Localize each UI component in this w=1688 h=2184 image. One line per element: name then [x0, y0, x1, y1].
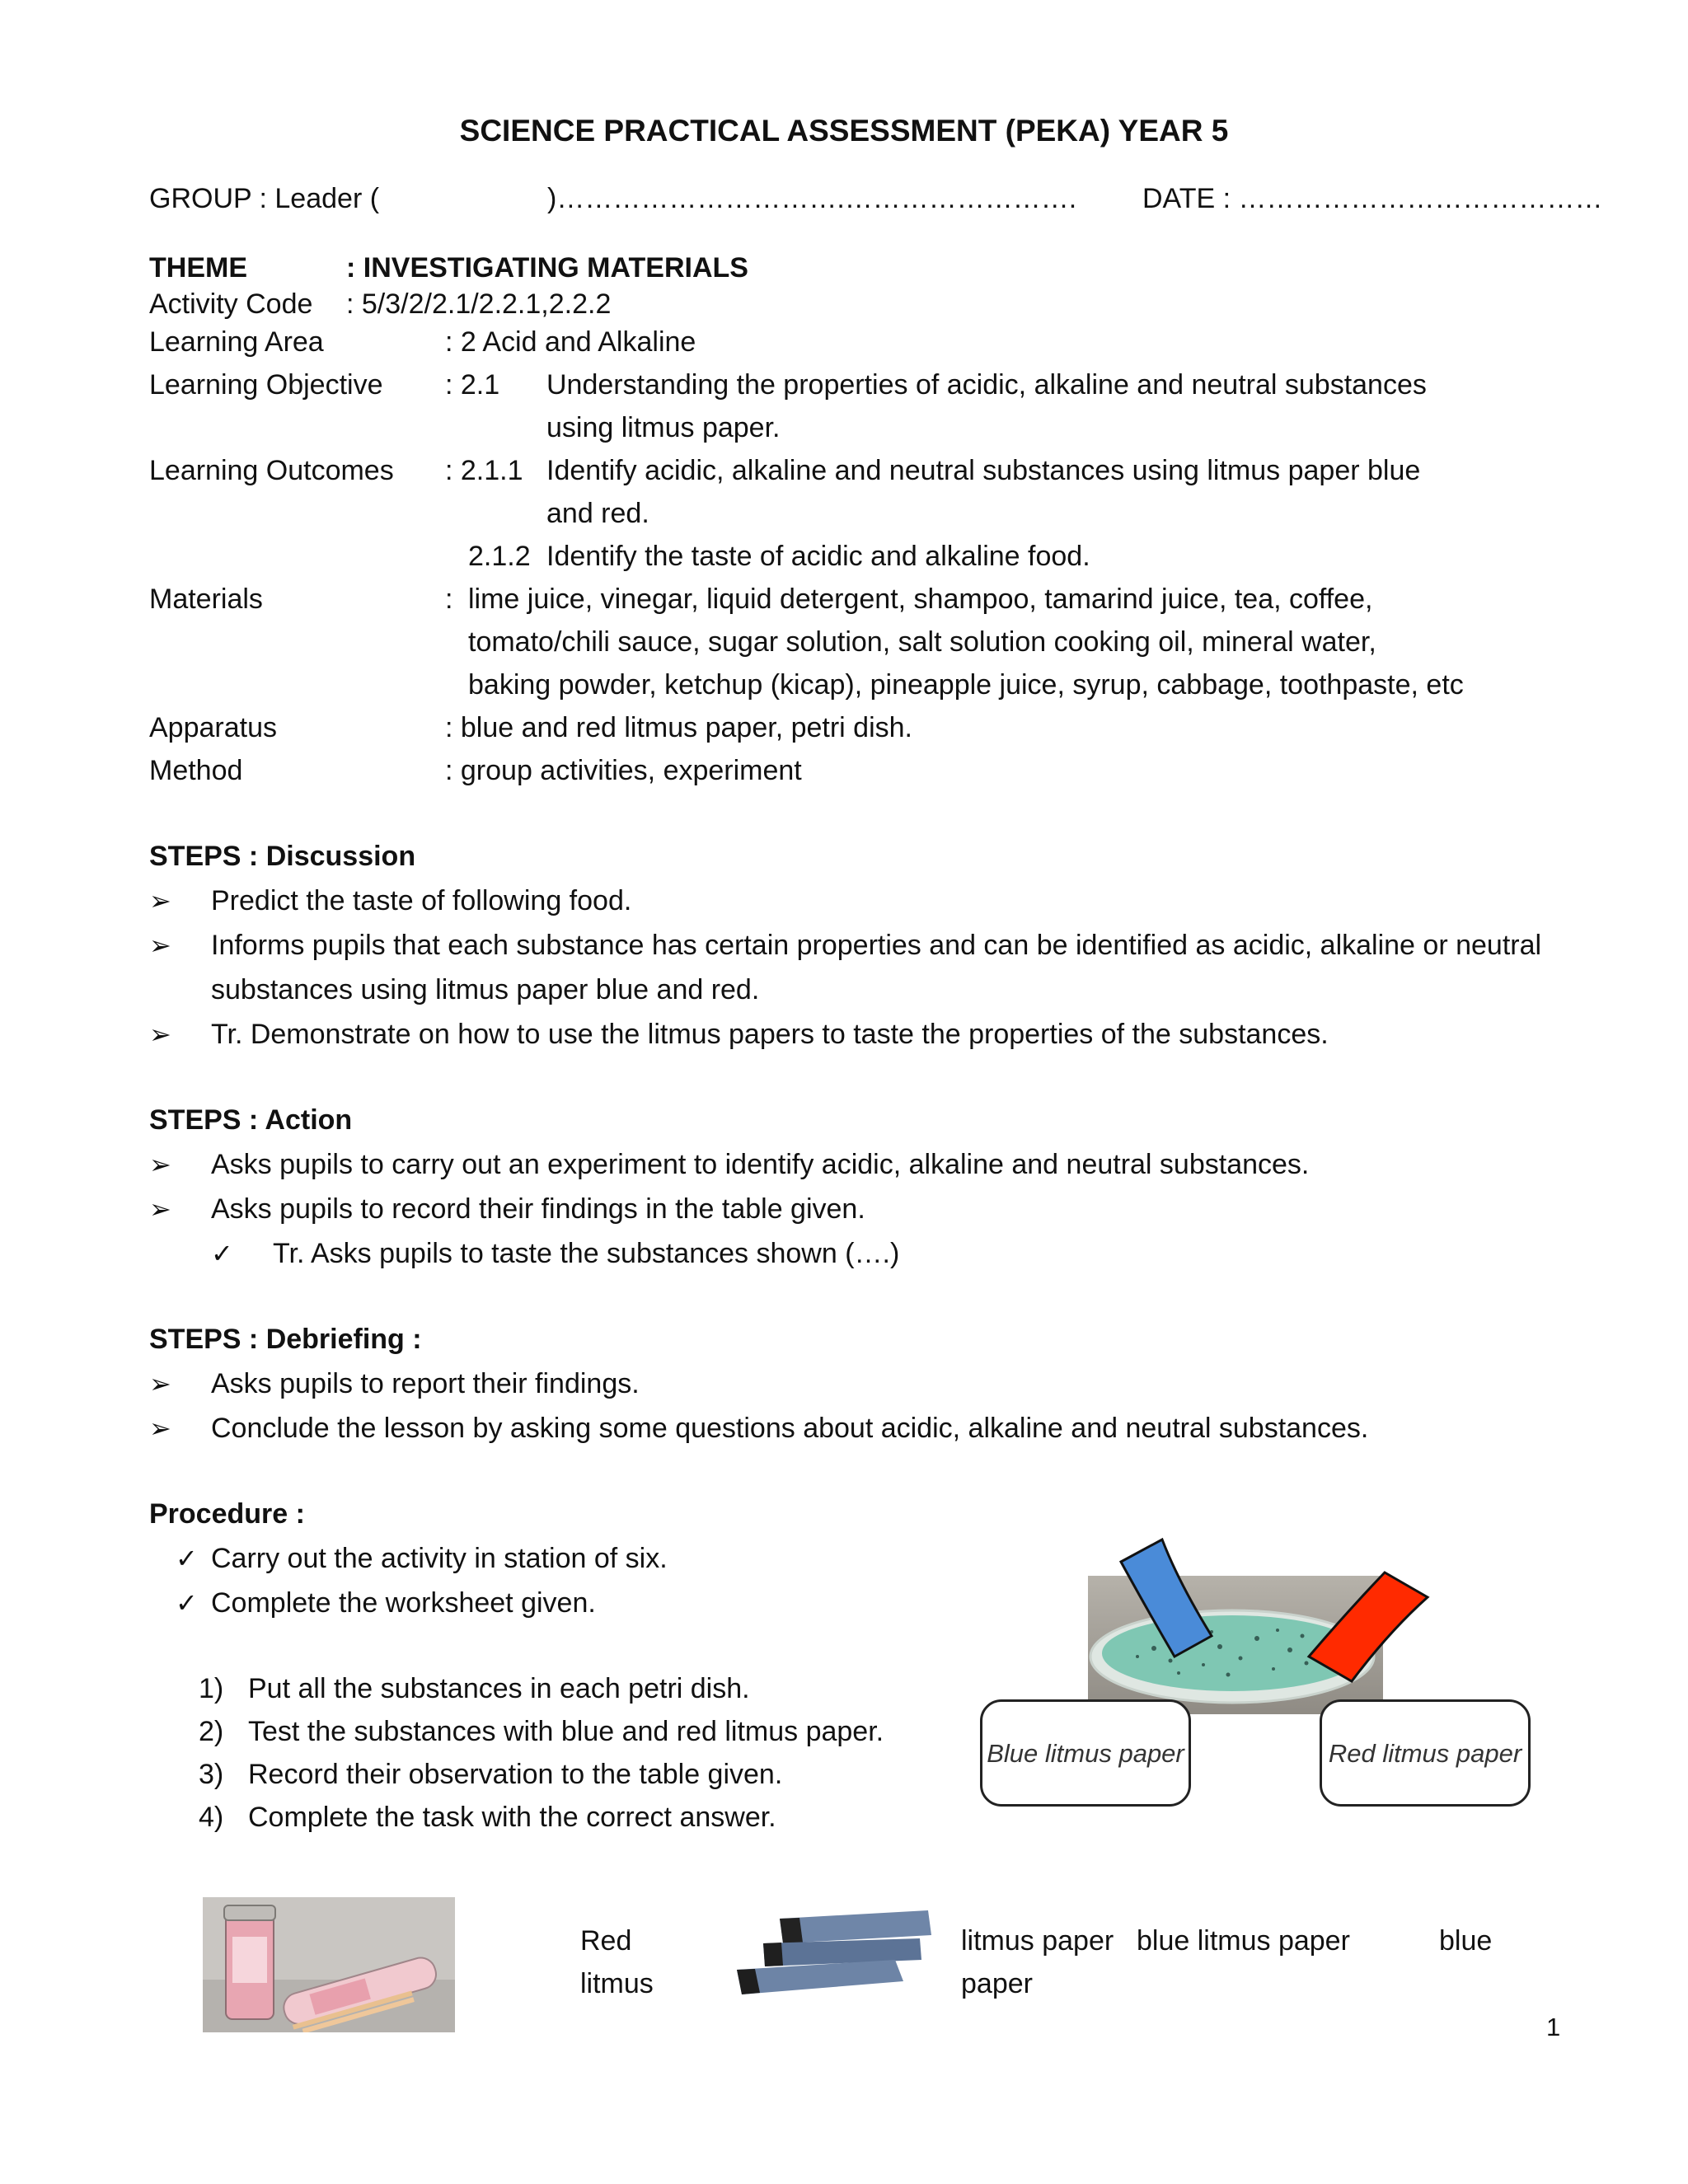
procedure-step-number: 1) [199, 1673, 224, 1704]
arrow-bullet-icon: ➢ [149, 1019, 171, 1049]
blue-litmus-callout [980, 1699, 1191, 1807]
action-sub-bullet-1: Tr. Asks pupils to taste the substances shown (….) [273, 1238, 900, 1269]
learning-objective-text-cont: using litmus paper. [546, 412, 781, 443]
red-litmus-callout-text: Red litmus paper [1328, 1738, 1522, 1768]
discussion-bullet-1: Predict the taste of following food. [211, 885, 632, 916]
theme-value: : INVESTIGATING MATERIALS [346, 252, 748, 284]
date-field: DATE : ………………………………… [1142, 183, 1603, 214]
tick-icon: ✓ [176, 1588, 198, 1618]
litmus-strip [763, 1938, 921, 1966]
procedure-step-number: 3) [199, 1759, 224, 1790]
blue-litmus-strips-image [730, 1902, 933, 1999]
procedure-step-number: 2) [199, 1716, 224, 1747]
arrow-bullet-icon: ➢ [149, 886, 171, 916]
procedure-step-text: Put all the substances in each petri dish. [248, 1673, 750, 1704]
discussion-bullet-2: Informs pupils that each substance has certain properties and can be identified as acidic, alkaline or neutral [211, 930, 1542, 961]
procedure-step-text: Complete the task with the correct answer. [248, 1802, 776, 1833]
page-title: SCIENCE PRACTICAL ASSESSMENT (PEKA) YEAR 5 [459, 114, 1229, 148]
discussion-bullet-3: Tr. Demonstrate on how to use the litmus papers to taste the properties of the substances. [211, 1019, 1329, 1050]
page-number: 1 [1546, 2013, 1561, 2041]
action-bullet-1: Asks pupils to carry out an experiment to identify acidic, alkaline and neutral substances. [211, 1149, 1310, 1180]
litmus-paper-caption: litmus paper [961, 1925, 1114, 1957]
vial-cap [224, 1905, 275, 1920]
activity-code-value: : 5/3/2/2.1/2.2.1,2.2.2 [346, 288, 612, 320]
arrow-bullet-icon: ➢ [149, 1194, 171, 1224]
procedure-heading: Procedure : [149, 1498, 305, 1530]
debriefing-bullet-2: Conclude the lesson by asking some questions about acidic, alkaline and neutral substances. [211, 1413, 1369, 1444]
outcome-1-text-cont: and red. [546, 498, 649, 529]
apparatus-label: Apparatus [149, 712, 277, 743]
procedure-step-number: 4) [199, 1802, 224, 1833]
learning-area-value: : 2 Acid and Alkaline [445, 326, 696, 358]
procedure-tick-1: Carry out the activity in station of six. [211, 1543, 668, 1574]
blue-litmus-callout-text: Blue litmus paper [987, 1738, 1184, 1768]
outcome-2-number: 2.1.2 [468, 541, 531, 572]
materials-line-2: tomato/chili sauce, sugar solution, salt solution cooking oil, mineral water, [468, 626, 1376, 658]
learning-objective-label: Learning Objective [149, 369, 383, 401]
apparatus-value: : blue and red litmus paper, petri dish. [445, 712, 912, 743]
debriefing-heading: STEPS : Debriefing : [149, 1324, 422, 1355]
litmus-strip [737, 1960, 903, 1994]
procedure-step-text: Test the substances with blue and red litmus paper. [248, 1716, 884, 1747]
materials-line-1: lime juice, vinegar, liquid detergent, shampoo, tamarind juice, tea, coffee, [468, 583, 1373, 615]
tick-icon: ✓ [211, 1239, 233, 1268]
tick-icon: ✓ [176, 1544, 198, 1573]
litmus-strip [780, 1910, 931, 1943]
blue-caption: blue [1439, 1925, 1493, 1957]
arrow-bullet-icon: ➢ [149, 1413, 171, 1443]
materials-colon: : [445, 583, 453, 615]
outcome-1-number: : 2.1.1 [445, 455, 523, 486]
theme-label: THEME [149, 252, 247, 284]
action-bullet-2: Asks pupils to record their findings in the table given. [211, 1193, 865, 1225]
group-leader-label: GROUP : Leader ( [149, 183, 380, 214]
discussion-bullet-2-cont: substances using litmus paper blue and red. [211, 974, 760, 1005]
materials-line-3: baking powder, ketchup (kicap), pineapple juice, syrup, cabbage, toothpaste, etc [468, 669, 1464, 701]
learning-outcomes-label: Learning Outcomes [149, 455, 394, 486]
vial-label [232, 1937, 267, 1983]
blue-litmus-paper-caption: blue litmus paper [1137, 1925, 1350, 1957]
learning-objective-number: : 2.1 [445, 369, 500, 401]
arrow-bullet-icon: ➢ [149, 1150, 171, 1179]
activity-code-label: Activity Code [149, 288, 313, 320]
group-leader-field: )………………………….……………………. [547, 183, 1077, 214]
outcome-2-text: Identify the taste of acidic and alkaline food. [546, 541, 1090, 572]
method-label: Method [149, 755, 243, 786]
red-litmus-caption-cont: litmus [580, 1968, 654, 1999]
materials-label: Materials [149, 583, 263, 615]
method-value: : group activities, experiment [445, 755, 802, 786]
arrow-bullet-icon: ➢ [149, 930, 171, 960]
outcome-1-text: Identify acidic, alkaline and neutral substances using litmus paper blue [546, 455, 1421, 486]
red-litmus-caption: Red [580, 1925, 632, 1957]
arrow-bullet-icon: ➢ [149, 1369, 171, 1399]
procedure-step-text: Record their observation to the table given. [248, 1759, 783, 1790]
learning-area-label: Learning Area [149, 326, 324, 358]
litmus-paper-caption-cont: paper [961, 1968, 1033, 1999]
discussion-heading: STEPS : Discussion [149, 841, 416, 872]
red-litmus-vial-image [203, 1897, 455, 2032]
debriefing-bullet-1: Asks pupils to report their findings. [211, 1368, 640, 1399]
learning-objective-text: Understanding the properties of acidic, alkaline and neutral substances [546, 369, 1427, 401]
red-litmus-callout [1320, 1699, 1531, 1807]
procedure-tick-2: Complete the worksheet given. [211, 1587, 596, 1619]
action-heading: STEPS : Action [149, 1104, 353, 1136]
